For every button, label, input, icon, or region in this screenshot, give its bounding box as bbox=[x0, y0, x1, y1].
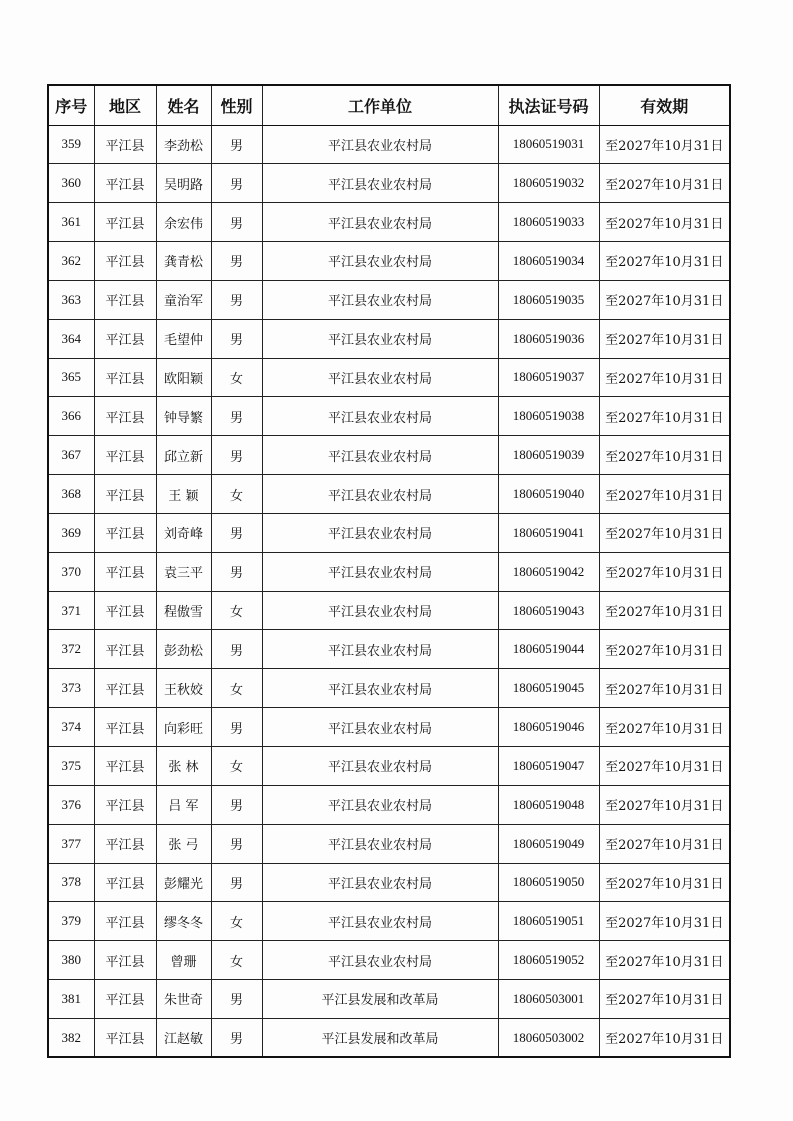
cell-gender: 男 bbox=[211, 203, 262, 242]
cell-unit: 平江县农业农村局 bbox=[262, 358, 498, 397]
cell-unit: 平江县农业农村局 bbox=[262, 941, 498, 980]
cell-unit: 平江县农业农村局 bbox=[262, 397, 498, 436]
table-row bbox=[48, 708, 730, 747]
cell-seq: 377 bbox=[48, 824, 94, 863]
cell-region: 平江县 bbox=[94, 164, 156, 203]
cell-cert: 18060519044 bbox=[498, 630, 599, 669]
cell-cert: 18060519032 bbox=[498, 164, 599, 203]
cell-gender: 男 bbox=[211, 164, 262, 203]
cell-valid: 至2027年10月31日 bbox=[599, 824, 730, 863]
cell-region: 平江县 bbox=[94, 1018, 156, 1057]
cell-cert: 18060519047 bbox=[498, 747, 599, 786]
cell-valid: 至2027年10月31日 bbox=[599, 630, 730, 669]
cell-valid: 至2027年10月31日 bbox=[599, 980, 730, 1019]
cell-seq: 378 bbox=[48, 863, 94, 902]
cell-seq: 362 bbox=[48, 242, 94, 281]
cell-seq: 369 bbox=[48, 513, 94, 552]
cell-unit: 平江县农业农村局 bbox=[262, 280, 498, 319]
cell-unit: 平江县农业农村局 bbox=[262, 242, 498, 281]
cell-cert: 18060519045 bbox=[498, 669, 599, 708]
cell-cert: 18060519035 bbox=[498, 280, 599, 319]
cell-cert: 18060519038 bbox=[498, 397, 599, 436]
cell-unit: 平江县农业农村局 bbox=[262, 669, 498, 708]
cell-region: 平江县 bbox=[94, 591, 156, 630]
table-row bbox=[48, 164, 730, 203]
table-row bbox=[48, 630, 730, 669]
cell-gender: 男 bbox=[211, 397, 262, 436]
cell-gender: 男 bbox=[211, 708, 262, 747]
enforcement-officer-table bbox=[47, 84, 731, 1058]
cell-seq: 364 bbox=[48, 319, 94, 358]
cell-name: 龚青松 bbox=[156, 242, 211, 281]
cell-valid: 至2027年10月31日 bbox=[599, 785, 730, 824]
cell-seq: 380 bbox=[48, 941, 94, 980]
table-row bbox=[48, 319, 730, 358]
table-row bbox=[48, 242, 730, 281]
header-region: 地区 bbox=[94, 85, 156, 125]
cell-name: 张 林 bbox=[156, 747, 211, 786]
cell-cert: 18060519039 bbox=[498, 436, 599, 475]
cell-region: 平江县 bbox=[94, 708, 156, 747]
cell-valid: 至2027年10月31日 bbox=[599, 397, 730, 436]
cell-region: 平江县 bbox=[94, 785, 156, 824]
cell-region: 平江县 bbox=[94, 747, 156, 786]
table-row bbox=[48, 125, 730, 164]
cell-gender: 男 bbox=[211, 242, 262, 281]
table-row bbox=[48, 941, 730, 980]
cell-valid: 至2027年10月31日 bbox=[599, 708, 730, 747]
cell-gender: 男 bbox=[211, 630, 262, 669]
cell-cert: 18060519041 bbox=[498, 513, 599, 552]
cell-valid: 至2027年10月31日 bbox=[599, 902, 730, 941]
table-row bbox=[48, 591, 730, 630]
cell-cert: 18060519037 bbox=[498, 358, 599, 397]
cell-name: 袁三平 bbox=[156, 552, 211, 591]
cell-seq: 376 bbox=[48, 785, 94, 824]
cell-gender: 男 bbox=[211, 513, 262, 552]
cell-gender: 女 bbox=[211, 475, 262, 514]
cell-valid: 至2027年10月31日 bbox=[599, 669, 730, 708]
cell-unit: 平江县农业农村局 bbox=[262, 824, 498, 863]
cell-name: 张 弓 bbox=[156, 824, 211, 863]
cell-valid: 至2027年10月31日 bbox=[599, 164, 730, 203]
cell-valid: 至2027年10月31日 bbox=[599, 203, 730, 242]
cell-unit: 平江县农业农村局 bbox=[262, 552, 498, 591]
cell-name: 彭劲松 bbox=[156, 630, 211, 669]
cell-gender: 女 bbox=[211, 358, 262, 397]
cell-cert: 18060519050 bbox=[498, 863, 599, 902]
cell-seq: 381 bbox=[48, 980, 94, 1019]
cell-unit: 平江县农业农村局 bbox=[262, 513, 498, 552]
cell-unit: 平江县农业农村局 bbox=[262, 630, 498, 669]
cell-region: 平江县 bbox=[94, 941, 156, 980]
cell-gender: 女 bbox=[211, 669, 262, 708]
cell-seq: 365 bbox=[48, 358, 94, 397]
cell-seq: 360 bbox=[48, 164, 94, 203]
cell-name: 向彩旺 bbox=[156, 708, 211, 747]
cell-name: 江赵敏 bbox=[156, 1018, 211, 1057]
cell-gender: 男 bbox=[211, 280, 262, 319]
cell-name: 钟导繁 bbox=[156, 397, 211, 436]
cell-seq: 367 bbox=[48, 436, 94, 475]
cell-cert: 18060519031 bbox=[498, 125, 599, 164]
cell-unit: 平江县农业农村局 bbox=[262, 125, 498, 164]
cell-region: 平江县 bbox=[94, 280, 156, 319]
cell-unit: 平江县农业农村局 bbox=[262, 708, 498, 747]
cell-valid: 至2027年10月31日 bbox=[599, 242, 730, 281]
cell-seq: 375 bbox=[48, 747, 94, 786]
cell-region: 平江县 bbox=[94, 125, 156, 164]
cell-cert: 18060519034 bbox=[498, 242, 599, 281]
cell-name: 吕 军 bbox=[156, 785, 211, 824]
header-unit: 工作单位 bbox=[262, 85, 498, 125]
header-name: 姓名 bbox=[156, 85, 211, 125]
cell-valid: 至2027年10月31日 bbox=[599, 513, 730, 552]
cell-valid: 至2027年10月31日 bbox=[599, 358, 730, 397]
cell-cert: 18060519040 bbox=[498, 475, 599, 514]
table-row bbox=[48, 980, 730, 1019]
cell-region: 平江县 bbox=[94, 242, 156, 281]
table-row bbox=[48, 436, 730, 475]
table-row bbox=[48, 552, 730, 591]
cell-region: 平江县 bbox=[94, 436, 156, 475]
cell-gender: 男 bbox=[211, 1018, 262, 1057]
cell-name: 程傲雪 bbox=[156, 591, 211, 630]
header-cert: 执法证号码 bbox=[498, 85, 599, 125]
cell-gender: 女 bbox=[211, 902, 262, 941]
cell-name: 余宏伟 bbox=[156, 203, 211, 242]
cell-seq: 368 bbox=[48, 475, 94, 514]
cell-seq: 359 bbox=[48, 125, 94, 164]
cell-seq: 371 bbox=[48, 591, 94, 630]
cell-unit: 平江县农业农村局 bbox=[262, 319, 498, 358]
cell-seq: 370 bbox=[48, 552, 94, 591]
cell-cert: 18060503002 bbox=[498, 1018, 599, 1057]
cell-valid: 至2027年10月31日 bbox=[599, 280, 730, 319]
table-row bbox=[48, 203, 730, 242]
cell-unit: 平江县农业农村局 bbox=[262, 785, 498, 824]
cell-cert: 18060519052 bbox=[498, 941, 599, 980]
cell-gender: 女 bbox=[211, 747, 262, 786]
cell-region: 平江县 bbox=[94, 475, 156, 514]
cell-name: 刘奇峰 bbox=[156, 513, 211, 552]
cell-cert: 18060519042 bbox=[498, 552, 599, 591]
cell-seq: 363 bbox=[48, 280, 94, 319]
cell-cert: 18060503001 bbox=[498, 980, 599, 1019]
cell-cert: 18060519048 bbox=[498, 785, 599, 824]
cell-gender: 男 bbox=[211, 552, 262, 591]
cell-region: 平江县 bbox=[94, 630, 156, 669]
cell-valid: 至2027年10月31日 bbox=[599, 591, 730, 630]
cell-valid: 至2027年10月31日 bbox=[599, 475, 730, 514]
cell-name: 毛望仲 bbox=[156, 319, 211, 358]
cell-valid: 至2027年10月31日 bbox=[599, 941, 730, 980]
cell-name: 吴明路 bbox=[156, 164, 211, 203]
cell-gender: 男 bbox=[211, 125, 262, 164]
cell-name: 王 颖 bbox=[156, 475, 211, 514]
cell-unit: 平江县农业农村局 bbox=[262, 164, 498, 203]
cell-unit: 平江县农业农村局 bbox=[262, 591, 498, 630]
table-row bbox=[48, 1018, 730, 1057]
cell-unit: 平江县农业农村局 bbox=[262, 902, 498, 941]
cell-valid: 至2027年10月31日 bbox=[599, 1018, 730, 1057]
table-row bbox=[48, 513, 730, 552]
cell-gender: 女 bbox=[211, 941, 262, 980]
cell-unit: 平江县农业农村局 bbox=[262, 475, 498, 514]
cell-unit: 平江县发展和改革局 bbox=[262, 1018, 498, 1057]
cell-gender: 男 bbox=[211, 824, 262, 863]
cell-valid: 至2027年10月31日 bbox=[599, 863, 730, 902]
cell-name: 童治军 bbox=[156, 280, 211, 319]
cell-unit: 平江县农业农村局 bbox=[262, 747, 498, 786]
cell-gender: 男 bbox=[211, 436, 262, 475]
cell-name: 欧阳颖 bbox=[156, 358, 211, 397]
cell-seq: 361 bbox=[48, 203, 94, 242]
cell-seq: 382 bbox=[48, 1018, 94, 1057]
cell-unit: 平江县农业农村局 bbox=[262, 203, 498, 242]
cell-seq: 379 bbox=[48, 902, 94, 941]
cell-name: 王秋姣 bbox=[156, 669, 211, 708]
cell-region: 平江县 bbox=[94, 203, 156, 242]
cell-name: 曾珊 bbox=[156, 941, 211, 980]
cell-unit: 平江县农业农村局 bbox=[262, 863, 498, 902]
cell-region: 平江县 bbox=[94, 513, 156, 552]
cell-region: 平江县 bbox=[94, 824, 156, 863]
cell-region: 平江县 bbox=[94, 902, 156, 941]
cell-gender: 男 bbox=[211, 785, 262, 824]
cell-valid: 至2027年10月31日 bbox=[599, 319, 730, 358]
cell-region: 平江县 bbox=[94, 552, 156, 591]
cell-region: 平江县 bbox=[94, 863, 156, 902]
header-seq: 序号 bbox=[48, 85, 94, 125]
table-row bbox=[48, 358, 730, 397]
cell-seq: 366 bbox=[48, 397, 94, 436]
table-row bbox=[48, 824, 730, 863]
cell-cert: 18060519043 bbox=[498, 591, 599, 630]
cell-seq: 373 bbox=[48, 669, 94, 708]
cell-name: 邱立新 bbox=[156, 436, 211, 475]
cell-gender: 男 bbox=[211, 863, 262, 902]
cell-cert: 18060519036 bbox=[498, 319, 599, 358]
cell-name: 李劲松 bbox=[156, 125, 211, 164]
table-header-row bbox=[48, 85, 730, 125]
cell-gender: 女 bbox=[211, 591, 262, 630]
table-row bbox=[48, 902, 730, 941]
cell-valid: 至2027年10月31日 bbox=[599, 552, 730, 591]
cell-region: 平江县 bbox=[94, 980, 156, 1019]
cell-unit: 平江县发展和改革局 bbox=[262, 980, 498, 1019]
table-row bbox=[48, 785, 730, 824]
table-row bbox=[48, 475, 730, 514]
cell-seq: 374 bbox=[48, 708, 94, 747]
cell-gender: 男 bbox=[211, 319, 262, 358]
table-body bbox=[48, 125, 730, 1057]
table-row bbox=[48, 280, 730, 319]
cell-region: 平江县 bbox=[94, 397, 156, 436]
cell-seq: 372 bbox=[48, 630, 94, 669]
cell-name: 朱世奇 bbox=[156, 980, 211, 1019]
cell-cert: 18060519046 bbox=[498, 708, 599, 747]
cell-region: 平江县 bbox=[94, 319, 156, 358]
cell-cert: 18060519033 bbox=[498, 203, 599, 242]
table-row bbox=[48, 397, 730, 436]
cell-unit: 平江县农业农村局 bbox=[262, 436, 498, 475]
cell-cert: 18060519049 bbox=[498, 824, 599, 863]
cell-region: 平江县 bbox=[94, 669, 156, 708]
cell-name: 缪冬冬 bbox=[156, 902, 211, 941]
header-valid: 有效期 bbox=[599, 85, 730, 125]
cell-valid: 至2027年10月31日 bbox=[599, 436, 730, 475]
cell-cert: 18060519051 bbox=[498, 902, 599, 941]
cell-gender: 男 bbox=[211, 980, 262, 1019]
cell-name: 彭耀光 bbox=[156, 863, 211, 902]
table-row bbox=[48, 669, 730, 708]
table-row bbox=[48, 863, 730, 902]
header-gender: 性别 bbox=[211, 85, 262, 125]
cell-region: 平江县 bbox=[94, 358, 156, 397]
cell-valid: 至2027年10月31日 bbox=[599, 747, 730, 786]
table-row bbox=[48, 747, 730, 786]
cell-valid: 至2027年10月31日 bbox=[599, 125, 730, 164]
